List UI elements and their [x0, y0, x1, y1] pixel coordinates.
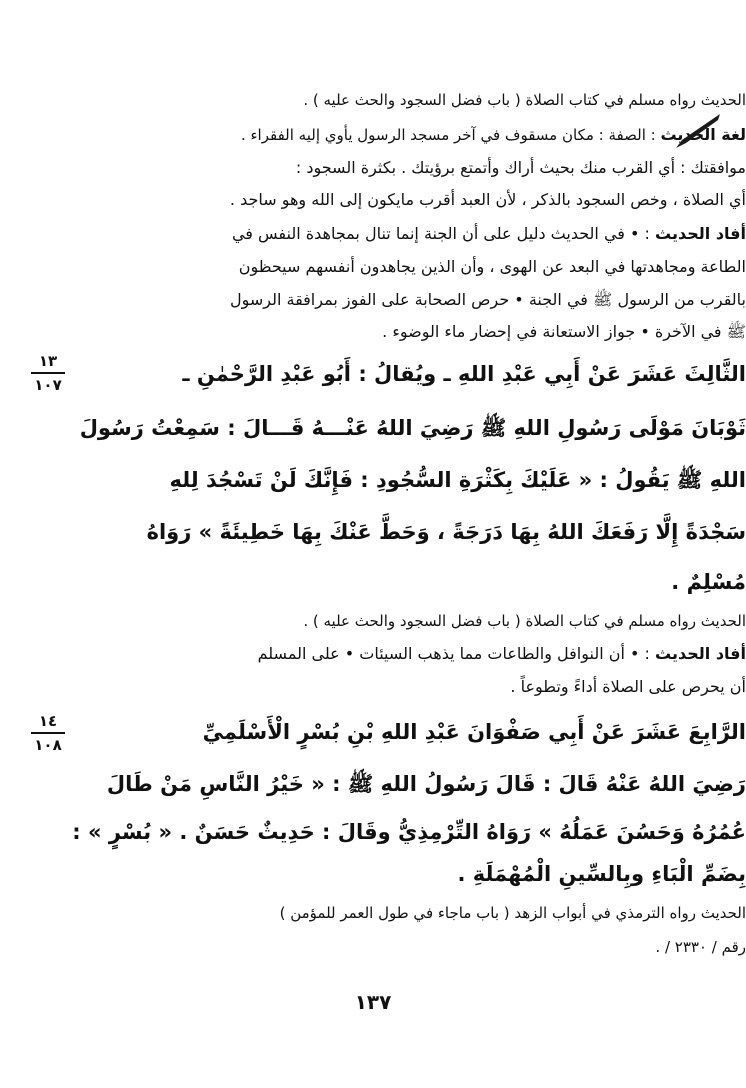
- hadith-13-fraction-bar: [31, 372, 65, 374]
- fawaid1-line-1: [53, 226, 746, 242]
- hadith-14-general-number: ١٠٨: [34, 736, 62, 754]
- hadith-13-line-2: ثَوْبَانَ مَوْلَى رَسُولِ اللهِ ﷺ رَضِيَ اللهُ عَنْـــهُ قَـــالَ : سَمِعْتُ رَسُولَ: [79, 416, 746, 440]
- hadith-13-line-4: سَجْدَةً إِلَّا رَفَعَكَ اللهُ بِهَا دَرَجَةً ، وَحَطَّ عَنْكَ بِهَا خَطِيئَةً » رَوَاهُ: [146, 520, 746, 544]
- hadith-14-line-1: الرَّابِعَ عَشَرَ عَنْ أَبِي صَفْوَانَ عَبْدِ اللهِ بْنِ بُسْرٍ الْأَسْلَمِيِّ: [202, 720, 746, 744]
- hadith-13-number: ١٣: [38, 352, 58, 370]
- lugha-text-1: : الصفة : مكان مسقوف في آخر مسجد الرسول يأوي إليه الفقراء .: [240, 126, 656, 144]
- source-citation-1: الحديث رواه مسلم في كتاب الصلاة ( باب فضل السجود والحث عليه ) .: [303, 91, 746, 109]
- fawaid1-line-3: بالقرب من الرسول ﷺ في الجنة • حرص الصحابة على الفوز بمرافقة الرسول: [229, 290, 746, 309]
- hadith-13-line-3: اللهِ ﷺ يَقُولُ : « عَلَيْكَ بِكَثْرَةِ السُّجُودِ : فَإِنَّكَ لَنْ تَسْجُدَ لِلهِ: [169, 468, 746, 492]
- source-citation-3-number: رقم / ٢٣٣٠ / .: [655, 938, 746, 956]
- hadith-13-line-5: مُسْلِمٌ .: [671, 570, 746, 594]
- hadith-14-line-3: عُمُرُهُ وَحَسُنَ عَمَلُهُ » رَوَاهُ التِّرْمِذِيُّ وقَالَ : حَدِيثٌ حَسَنٌ . « بُسْرٍ » :: [72, 820, 746, 844]
- fawaid2-line-1: [53, 646, 746, 662]
- hadith-14-number: ١٤: [38, 712, 58, 730]
- pen-mark-icon: [672, 110, 722, 150]
- lugha-line-2: موافقتك : أي القرب منك بحيث أراك وأتمتع برؤيتك . بكثرة السجود :: [295, 158, 746, 177]
- hadith-14-line-2: رَضِيَ اللهُ عَنْهُ قَالَ : قَالَ رَسُولُ اللهِ ﷺ : « خَيْرُ النَّاسِ مَنْ طَالَ: [106, 772, 746, 796]
- fawaid1-line-4: ﷺ في الآخرة • جواز الاستعانة في إحضار ماء الوضوء .: [382, 322, 746, 341]
- fawaid1-text-1: : • في الحديث دليل على أن الجنة إنما تنال بمجاهدة النفس في: [231, 224, 650, 243]
- source-citation-2: الحديث رواه مسلم في كتاب الصلاة ( باب فضل السجود والحث عليه ) .: [303, 612, 746, 630]
- fawaid2-text-1: : • أن النوافل والطاعات مما يذهب السيئات • على المسلم: [257, 644, 650, 663]
- source-citation-3-text: الحديث رواه الترمذي في أبواب الزهد ( باب ماجاء في طول العمر للمؤمن ): [279, 904, 746, 922]
- fawaid1-heading: أفاد الحديث: [655, 224, 746, 243]
- fawaid2-line-2: أن يحرص على الصلاة أداءً وتطوعاً .: [510, 677, 746, 696]
- lugha-line-3: أي الصلاة ، وخص السجود بالذكر ، لأن العبد أقرب مايكون إلى الله وهو ساجد .: [229, 190, 746, 209]
- page-number: ١٣٧: [354, 990, 392, 1014]
- hadith-13-line-1: الثَّالِثَ عَشَرَ عَنْ أَبِي عَبْدِ اللهِ ـ ويُقالُ : أَبُو عَبْدِ الرَّحْمٰنِ ـ: [182, 362, 746, 386]
- lugha-line-1: [51, 127, 746, 143]
- fawaid1-line-2: الطاعة ومجاهدتها في البعد عن الهوى ، وأن الذين يجاهدون أنفسهم سيحظون: [238, 257, 746, 276]
- hadith-13-general-number: ١٠٧: [34, 376, 62, 394]
- lugha-heading: لغة الحديث: [660, 125, 746, 144]
- hadith-14-fraction-bar: [31, 732, 65, 734]
- hadith-14-line-4: بِضَمِّ الْبَاءِ وبِالسِّينِ الْمُهْمَلَةِ .: [457, 862, 746, 886]
- fawaid2-heading: أفاد الحديث: [655, 644, 746, 663]
- source-citation-3: [91, 906, 746, 921]
